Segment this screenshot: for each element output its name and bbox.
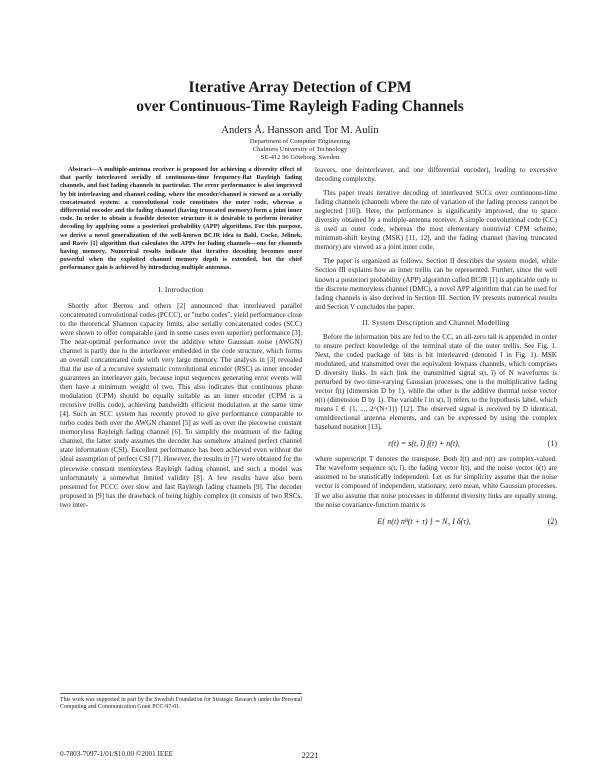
title-line-2: over Continuous-Time Rayleigh Fading Channels — [136, 98, 464, 115]
section-heading-system: II. System Description and Channel Modelling — [362, 317, 510, 327]
isbn-copyright: 0-7803-7097-1/01/$10.00 ©2001 IEEE — [60, 750, 174, 758]
equation-1 — [315, 439, 557, 448]
footnote: This work was supported in part by the Swedish Foundation for Strategic Research under the Personal Computing and Communication Grant PCC-97-01. — [60, 693, 302, 712]
title-block — [0, 78, 600, 162]
authors: Anders Å. Hansson and Tor M. Aulin — [221, 125, 379, 136]
equation-1-number: (1) — [547, 439, 557, 449]
affiliation-line-2: Chalmers University of Technology — [252, 146, 348, 153]
right-column — [315, 166, 557, 533]
equation-2-body: E{ n(t) nᴴ(t + τ) } = N₀ I δ(τ), — [377, 516, 471, 526]
paragraph-continued: leavers, one deinterleaver, and one differential encoder), leading to excessive decoding complexity. — [315, 166, 557, 184]
affiliation-line-1: Department of Computer Engineering — [249, 138, 351, 145]
equation-2-number: (2) — [547, 516, 557, 526]
abstract: Abstract—A multiple-antenna receiver is proposed for achieving a diversity effect of that partly interleaved serially of continuous-time frequency-flat Rayleigh fading channels, and fast fading channels in particular. The error performance is also improved by bit interleaving and channel coding, where the encoder/channel is viewed as a serially concatenated system: a convolutional code constitutes the outer code, whereas a differential encoder and the fading channel (having truncated memory) form a joint inner code. In order to obtain a feasible detector structure it is desirable to perform iterative decoding by applying some a posteriori probability (APP) algorithms. For this purpose, we derive a novel generalization of the well-known BCJR idea to Bahl, Cocke, Jelinek, and Raviv [1] algorithm that calculates the APPs for fading channels—one for channels having memory. Numerical results indicate that iterative decoding becomes more powerful when the exploited channel memory depth is extended, but the chief performance gain is achieved by introducing multiple antennas. — [60, 166, 302, 272]
system-paragraph-2: where superscript T denotes the transpose. Both f(t) and n(t) are complex-valued. The waveform sequence s(t, ī), the fading vector f(t), and the noise vector n(t) are assumed to be statistically independent. Let us for simplicity assume that the noise vector is composed of independent, stationary, zero mean, white Gaussian processes. If we also assume that noise processes in different diversity links are equally strong, the noise covariance-function matrix is — [315, 455, 557, 509]
affiliation — [0, 138, 600, 162]
intro-paragraph-1: Shortly after Berrou and others [2] announced that interleaved parallel concatenated convolutional codes (PCCC), or "turbo codes", yield performance close to the theoretical Shannon capacity limits, also serially concatenated codes (SCC) were shown to offer comparable (and in some cases even superior) performance [3]. The near-optimal performance over the additive white Gaussian noise (AWGN) channel is partly due to the interleaver embedded in the code structure, which forms an overall concatenated code with very large memory. The analysis in [3] revealed that the use of a recursive systematic convolutional encoder (RSC) as inner encoder guarantees an interleaver gain, because input sequences generating error events will then have a minimum weight of two. This also indicates that continuous phase modulation (CPM) should be equally suitable as an inner encoder (CPM is a recursive trellis code), achieving bandwidth efficient modulation at the same time [4]. Such an SCC system has recently proved to give performance comparable to turbo codes both over the AWGN channel [5] as well as over the piecewise constant memoryless Rayleigh fading channel [6]. To simplify the treatment of the fading channel, the latter study assumes the decoder has somehow attained perfect channel state information (CSI). Excellent performance has been achieved even without the ideal assumption of perfect CSI [7]. However, the results in [7] were obtained for the piecewise constant memoryless Rayleigh fading channel, and such a model was unfortunately a somewhat limited validity [8]. A few results have also been presented for PCCC over slow and fast Rayleigh fading channels [9]. The decoder proposed in [9] has the drawback of being highly complex (it consists of two RSCs, two inter- — [60, 301, 302, 509]
paragraph-2: This paper treats iterative decoding of interleaved SCCs over continuous-time fading channels (channels where the rate of variation of the fading process cannot be neglected [10]). Here, the performance is significantly improved, due to space diversity obtained by a multiple-antenna receiver. A simple convolutional code (CC) is used as outer code, whereas the most elementary nontrivial CPM scheme, minimum-shift keying (MSK) [11, 12], and the fading channel (having truncated memory) are viewed as a joint inner code. — [315, 189, 557, 252]
title-line-1: Iterative Array Detection of CPM — [188, 79, 412, 96]
equation-2 — [315, 517, 557, 526]
left-column — [60, 166, 302, 510]
system-paragraph-1: Before the information bits are fed to the CC, an all-zero tail is appended in order to ensure perfect knowledge of the terminal state of the outer trellis. See Fig. 1. Next, the coded package of bits is bit interleaved (denoted I in Fig. 1). MSK modulated, and transmitted over the equivalent lowpass channels, which comprises D diversity links. In each link the transmitted signal s(t, ī) of N waveforms is perturbed by two time-varying Gaussian processes, one is the multiplicative fading vector f(t) (dimension D by 1), while the other is the additive thermal noise vector n(t) (dimension D by 1). The variable ī in s(t, ī) refers to the hypothesis label, which means ī ∈ {1, ..., 2^(N+1)} [12]. The observed signal is received by D identical, omnidirectional antenna elements, and can be expressed by using the complex baseband notation [13], — [315, 332, 557, 432]
section-heading-introduction: I. Introduction — [158, 284, 204, 294]
affiliation-line-3: SE-412 96 Göteborg, Sweden — [260, 154, 340, 161]
paragraph-3: The paper is organized as follows. Section II describes the system model, while Section III explains how an inner trellis can be represented. Further, since the well known a posteriori probability (APP) algorithm called BCJR [1] is applicable only to the discrete memoryless channel (DMC), a novel APP algorithm that can be used for fading channels is also derived in Section III. Section IV presents numerical results and Section V concludes the paper. — [315, 257, 557, 311]
page-number: 2221 — [301, 750, 319, 760]
equation-1-body: r(t) = s(t, ī) f(t) + n(t), — [388, 439, 460, 449]
paper-title — [0, 78, 600, 116]
